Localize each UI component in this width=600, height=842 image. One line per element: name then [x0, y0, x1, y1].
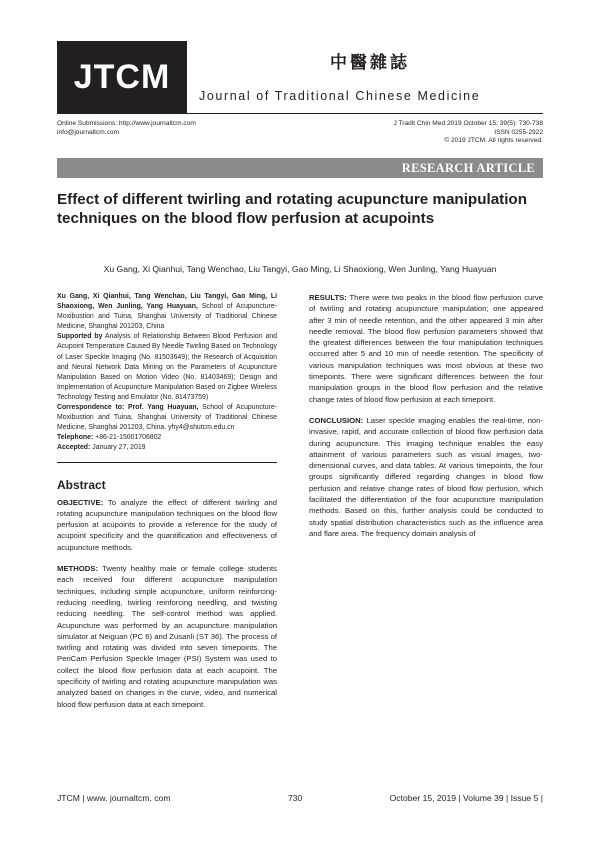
results-text: There were two peaks in the blood flow perfusion curve of twirling and rotating acupuncture manipulation; one appeared after 3 min of needle retention, and the other appeared 3 min after needle removal. The blood flow perfusion parameters showed that the greatest differences between the four manipulation techniques occurred after 5 and 10 min of needle retention. The specificity of various manipulation techniques was most obvious at these two timepoints. There were significant differences between the four manipulation groups in the blood flow perfusion and the relative change rates of blood flow perfusion at each timepoint. — [309, 293, 543, 404]
funding-text: Analysis of Relationship Between Blood Perfusion and Acupoint Temperature Caused By Needle Twirling Based on Technology of Laser Speckle Imaging (No. 81503649); the Research of Acquisition and Neural Network Data Mining on the Parameters of Acupuncture Manipulation Based on Motion Video (No. 81403469); Design and Implementation of Acupuncture Manipulation Based on Zigbee Wireless Technology Testing and Emulator (No. 81473759) — [57, 333, 277, 401]
abstract-results — [309, 292, 543, 405]
methods-label: METHODS: — [57, 564, 98, 574]
submissions-link[interactable]: Online Submissions: http://www.journaltcm.com — [57, 120, 196, 127]
telephone-label: Telephone: — [57, 434, 94, 442]
journal-name: Journal of Traditional Chinese Medicine — [199, 89, 481, 103]
funding — [57, 332, 277, 403]
submission-info — [57, 120, 196, 137]
affiliation-authors: Xu Gang, Xi Qianhui, Tang Wenchao, Liu Tangyi, Gao Ming, Li Shaoxiong, Wen Junling, Yang Huayuan, — [57, 293, 277, 311]
affiliation — [57, 292, 277, 332]
left-column — [57, 292, 277, 720]
chinese-journal-title: 中醫雜誌 — [330, 53, 410, 73]
affiliation-text: School of Acupuncture-Moxibustion and Tuina, Shanghai University of Traditional Chinese Medicine, Shanghai 201203, China — [57, 303, 278, 331]
results-label: RESULTS: — [309, 293, 347, 302]
accepted-text: January 27, 2019 — [92, 444, 146, 452]
conclusion-label: CONCLUSION: — [309, 415, 364, 425]
journal-logo — [57, 41, 187, 114]
abstract-conclusion — [309, 415, 543, 539]
abstract-methods — [57, 563, 277, 710]
objective-text: To analyze the effect of different twirling and rotating acupuncture manipulation techniques on the blood flow perfusion at acupoints to provide a reference for the study of acupoint specificity and the quantification and effectiveness of acupuncture methods. — [57, 497, 277, 552]
author-list: Xu Gang, Xi Qianhui, Tang Wenchao, Liu Tangyi, Gao Ming, Li Shaoxiong, Wen Junling, Yang Huayuan — [103, 264, 497, 274]
page-number: 730 — [288, 793, 303, 803]
issn-line: ISSN 0255-2922 — [494, 128, 543, 136]
article-type-label: RESEARCH ARTICLE — [401, 161, 535, 175]
email-link[interactable]: info@journaltcm.com — [57, 128, 120, 136]
funding-label: Supported by — [57, 333, 103, 341]
conclusion-text: Laser speckle imaging enables the real-time, non-invasive, rapid, and accurate collection of blood flow perfusion data during acupuncture. This imaging technique enables the easy attainment of various parameters such as visual images, two-dimensional curves, and data tables. At various timepoints, the four groups significantly differed regarding changes in blood flow perfusion and relative change rates of blood flow perfusion, which facilitated the differentiation of the four acupuncture manipulation methods. Based on this, further analysis could be conducted to study spatial distribution characteristics such as the influence area and flare area. The frequency domain analysis of — [309, 415, 543, 538]
telephone — [57, 433, 277, 443]
citation-info — [393, 120, 543, 146]
accepted-date — [57, 443, 277, 453]
correspondence-text: School of Acupuncture-Moxibustion and Tuina, Shanghai University of Traditional Chinese Medicine, Shanghai 201203, China. yhy4@shutcm.edu.cn — [57, 404, 278, 432]
citation-line: J Tradit Chin Med 2019 October 15; 39(5): 730-738 — [393, 120, 543, 127]
header-rule — [187, 113, 543, 114]
article-type-band — [57, 158, 543, 178]
article-info — [57, 292, 277, 454]
right-column — [309, 292, 543, 549]
copyright-line: © 2019 JTCM. All rights reserved. — [444, 137, 543, 145]
info-divider — [57, 462, 277, 463]
accepted-label: Accepted: — [57, 444, 91, 452]
logo-text: JTCM — [73, 58, 171, 96]
abstract-objective — [57, 497, 277, 553]
abstract-heading: Abstract — [57, 478, 106, 493]
objective-label: OBJECTIVE: — [57, 497, 104, 507]
correspondence — [57, 403, 277, 433]
article-title: Effect of different twirling and rotating acupuncture manipulation techniques on the blood flow perfusion at acupoints — [57, 191, 527, 227]
footer-issue: October 15, 2019 | Volume 39 | Issue 5 | — [389, 793, 543, 803]
telephone-text: +86-21-15001706802 — [95, 434, 162, 442]
correspondence-label: Correspondence to: Prof. Yang Huayuan, — [57, 404, 199, 412]
methods-text: Twenty healthy male or female college students each received four different acupuncture manipulation techniques, including simple acupuncture, uniform reinforcing-reducing needling, twirling reinforcing needling, and twisting reducing needling. The self-control method was applied. Acupuncture was performed by an acupuncture manipulation simulator at Neiguan (PC 6) and Zusanli (ST 36). The process of twirling and rotating was divided into seven timepoints. The PeriCam Perfusion Speckle Imager (PSI) System was used to collect the blood flow perfusion data at each acupoint. The specificity of twirling and rotating acupuncture manipulation was analyzed based on changes in the curve, video, and numerical blood flow perfusion data at each timepoint. — [57, 564, 278, 709]
footer-journal: JTCM | www. journaltcm. com — [57, 793, 171, 803]
